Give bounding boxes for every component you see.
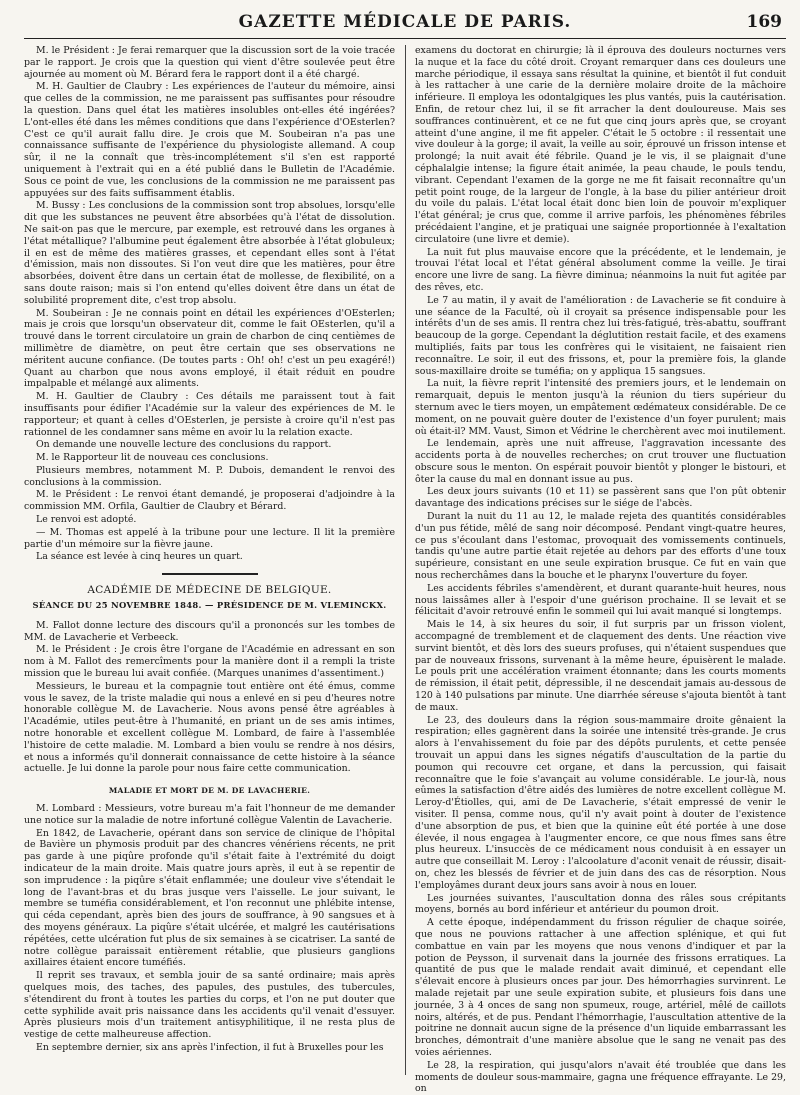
paragraph: M. Bussy : Les conclusions de la commission sont trop absolues, lorsqu'elle dit que les substances ne peuvent être absorbées qu'à l'état de dissolution. Ne sait-on pas que le mercure, par exemple, est retrouvé dans les organes à l'état métallique? l'albumine peut également être absorbée à l'état globuleux; il en est de même des matières grasses, et cependant elles sont à l'état d'émission, mais non dissoutes. Si l'on veut dire que les matières, pour être absorbées, doivent être dans un certain état de mollesse, de flexibilité, on a sans doute raison; mais si l'on entend qu'elles doivent être dans un état de solubilité proprement dite, c'est trop absolu. <box>24 200 395 306</box>
paragraph: Les deux jours suivants (10 et 11) se passèrent sans que l'on pût obtenir davantage des indications précises sur le siége de l'abcès. <box>415 486 786 510</box>
paragraph: Messieurs, le bureau et la compagnie tout entière ont été émus, comme vous le savez, de la triste maladie qui nous a enlevé en si peu d'heures notre honorable collègue M. de Lavacherie. Nous avons pensé être agréables à l'Académie, utiles peut-être à l'humanité, en priant un de ses amis intimes, notre honorable et excellent collègue M. Lombard, de faire à l'assemblée l'histoire de cette maladie. M. Lombard a bien voulu se rendre à nos désirs, et nous a informés qu'il donnerait connaissance de cette histoire à la séance actuelle. Je lui donne la parole pour nous faire cette communication. <box>24 680 395 775</box>
page-number: 169 <box>746 12 782 32</box>
case-history <box>415 45 786 1095</box>
paragraph: M. Soubeiran : Je ne connais point en détail les expériences d'OEsterlen; mais je crois que lorsqu'un observateur dit, comme le fait OEsterlen, qu'il a trouvé dans le torrent circulatoire un grain de charbon de cinq centièmes de millimètre de diamètre, on peut être certain que ses observations ne méritent aucune confiance. (De toutes parts : Oh! oh! c'est un peu exagéré!) Quant au charbon que nous avons employé, il était réduit en poudre impalpable et mélangé aux aliments. <box>24 307 395 390</box>
paragraph: Plusieurs membres, notamment M. P. Dubois, demandent le renvoi des conclusions à la commission. <box>24 464 395 488</box>
proceedings-paris <box>24 45 395 563</box>
paragraph: Le 7 au matin, il y avait de l'amélioration : de Lavacherie se fit conduire à une séance de la Faculté, où il croyait sa présence indispensable pour les intérêts d'un de ses amis. Il rentra chez lui très-fatigué, très-abattu, souffrant beaucoup de la gorge. Cependant la déglutition restait facile, et des examens multipliés, faits par tous les confrères qui le visitaient, ne faisaient rien reconnaître. Le soir, il eut des frissons, et, pour la première fois, la glande sous-maxillaire droite se tuméfia; on y appliqua 15 sangsues. <box>415 294 786 377</box>
page-header <box>24 12 786 39</box>
paragraph: A cette époque, indépendamment du frisson régulier de chaque soirée, que nous ne pouvions rattacher à une affection splénique, et qui fut combattue en vain par les moyens que nous venons d'indiquer et par la potion de Peysson, il survenait dans la journée des frissons erratiques. La quantité de pus que le malade rendait avait diminué, et cependant elle s'élevait encore à plusieurs onces par jour. Des hémorrhagies survinrent. Le malade rejetait par une seule expiration subite, et plusieurs fois dans une journée, 3 à 4 onces de sang non spumeux, rouge, artériel, mêlé de caillots noirs, altérés, et de pus. Pendant l'hémorrhagie, l'auscultation attentive de la poitrine ne donnait aucun signe de la présence d'un liquide embarrassant les bronches, démontrait d'une manière absolue que le sang ne venait pas des voies aériennes. <box>415 917 786 1058</box>
paragraph: M. le Rapporteur lit de nouveau ces conclusions. <box>36 452 269 464</box>
paragraph: On demande une nouvelle lecture des conclusions du rapport. <box>36 439 332 451</box>
paragraph: Le renvoi est adopté. <box>36 514 137 526</box>
paragraph: M. le Président : Je ferai remarquer que la discussion sort de la voie tracée par le rapport. Je crois que la question qui vient d'être soulevée peut être ajournée au moment où M. Bérard fera le rapport dont il a été chargé. <box>24 45 395 80</box>
text-columns <box>24 45 786 1095</box>
paragraph: M. le Président : Je crois être l'organe de l'Académie en adressant en son nom à M. Fallot des remercîments pour la manière dont il a rempli la triste mission que le bureau lui avait confiée. (Marques unanimes d'assentiment.) <box>24 644 395 680</box>
right-column <box>405 45 786 1095</box>
paragraph: La nuit fut plus mauvaise encore que la précédente, et le lendemain, je trouvai l'état local et l'état général absolument comme la veille. Je tirai encore une livre de sang. La fièvre diminua; néanmoins la nuit fut agitée par des rêves, etc. <box>415 246 786 293</box>
paragraph: En 1842, de Lavacherie, opérant dans son service de clinique de l'hôpital de Bavière un phymosis produit par des chancres vénériens récents, ne prit pas garde à une piqûre profonde qu'il s'était faite à l'extrémité du doigt indicateur de la main droite. Mais quatre jours après, il eut à se repentir de son imprudence : la piqûre s'était enflammée; une douleur vive s'étendait le long de l'avant-bras et du bras jusque vers l'aisselle. Le jour suivant, le membre se tuméfia considérablement, et l'on reconnut une phlébite intense, qui céda cependant, après bien des jours de souffrance, à 90 sangsues et à des moyens généraux. La piqûre s'était ulcérée, et malgré les cautérisations répétées, cette ulcération fut plus de six semaines à se cicatriser. La santé de notre collègue paraissait entièrement rétablie, que plusieurs ganglions axillaires étaient encore tuméfiés. <box>24 827 395 969</box>
paragraph: M. Fallot donne lecture des discours qu'il a prononcés sur les tombes de MM. de Lavacherie et Verbeeck. <box>24 619 395 643</box>
left-column <box>24 45 395 1075</box>
paragraph: Le 23, des douleurs dans la région sous-mammaire droite gênaient la respiration; elles gagnèrent dans la soirée une intensité très-grande. Je crus alors à l'envahissement du foie par des dépôts purulents, et cette pensée trouvait un appui dans les signes négatifs d'auscultation de la partie du poumon qui recouvre cet organe, et dans la percussion, qui faisait reconnaître que le foie s'avançait au volume considérable. Le jour-là, nous eûmes la satisfaction d'être aidés des lumières de notre excellent collègue M. Leroy-d'Étiolles, qui, ami de De Lavacherie, s'était empressé de venir le visiter. Il pensa, comme nous, qu'il n'y avait point à douter de l'existence d'une absorption de pus, et bien que la quinine eût été portée à une dose élevée, il nous engagea à l'augmenter encore, ce que nous fîmes sans être plus heureux. L'insuccès de ce médicament nous conduisit à en essayer un autre que conseillait M. Leroy : l'alcoolature d'aconit venait de réussir, disait-on, chez les blessés de février et de juin dans des cas de résorption. Nous l'employâmes durant deux jours sans avoir à nous en louer. <box>415 714 786 891</box>
session-heading: SÉANCE DU 25 NOVEMBRE 1848. — PRÉSIDENCE DE M. VLEMINCKX. <box>32 600 387 611</box>
paragraph: M. Lombard : Messieurs, votre bureau m'a fait l'honneur de me demander une notice sur la maladie de notre infortuné collègue Valentin de Lavacherie. <box>24 803 395 826</box>
article-subtitle: MALADIE ET MORT DE M. DE LAVACHERIE. <box>108 786 311 796</box>
paragraph: M. H. Gaultier de Claubry : Les expériences de l'auteur du mémoire, ainsi que celles de la commission, ne me paraissent pas suffisantes pour résoudre la question. Dans quel état les matières insolubles ont-elles été ingérées? L'ont-elles été dans les mêmes conditions que dans l'expérience d'OEsterlen? C'est ce qu'il aurait fallu dire. Je crois que M. Soubeiran n'a pas une connaissance suffisante de l'expérience du physiologiste allemand. A coup sûr, il ne la connaît que très-incomplétement s'il s'en est rapporté uniquement à l'extrait qui en a été publié dans le Bulletin de l'Académie. Sous ce point de vue, les conclusions de la commission ne me paraissent pas appuyées sur des faits suffisamment établis. <box>24 81 395 199</box>
paragraph: La séance est levée à cinq heures un quart. <box>36 551 243 563</box>
paragraph: Les journées suivantes, l'auscultation donna des râles sous crépitants moyens, bornés au bord inférieur et antérieur du poumon droit. <box>415 892 786 916</box>
journal-title: GAZETTE MÉDICALE DE PARIS. <box>238 12 572 32</box>
proceedings-belgium <box>24 620 395 775</box>
paragraph: M. le Président : Le renvoi étant demandé, je proposerai d'adjoindre à la commission MM. Orfila, Gaultier de Claubry et Bérard. <box>24 489 395 513</box>
lombard-notice <box>24 803 395 1054</box>
paragraph: Il reprit ses travaux, et sembla jouir de sa santé ordinaire; mais après quelques mois, des taches, des papules, des pustules, des tubercules, s'étendirent du front à toutes les parties du corps, et l'on ne put douter que cette syphilide avait pris naissance dans les accidents qu'il venait d'essuyer. Après plusieurs mois d'un traitement antisyphilitique, il ne resta plus de vestige de cette malheureuse affection. <box>24 970 395 1041</box>
paragraph: — M. Thomas est appelé à la tribune pour une lecture. Il lit la première partie d'un mémoire sur la fièvre jaune. <box>24 526 395 550</box>
paragraph: examens du doctorat en chirurgie; là il éprouva des douleurs nocturnes vers la nuque et la face du côté droit. Croyant remarquer dans ces douleurs une marche périodique, il essaya sans résultat la quinine, et bientôt il fut conduit à les rattacher à une carie de la dernière molaire droite de la mâchoire inférieure. Il employa les odontalgiques les plus vantés, puis la cautérisation. Enfin, de retour chez lui, il se fit arracher la dent douloureuse. Mais ses souffrances continuèrent, et ce ne fut que cinq jours après que, se croyant atteint d'une angine, il me fit appeler. C'était le 5 octobre : il ressentait une vive douleur à la gorge; il avait, la veille au soir, éprouvé un frisson intense et prolongé; la nuit avait été fébrile. Quand je le vis, il se plaignait d'une céphalalgie intense; la figure était animée, la peau chaude, le pouls tendu, vibrant. Cependant l'examen de la gorge ne me fit faisait reconnaître qu'un petit point rouge, de la largeur de l'ongle, à la base du pilier antérieur droit du voile du palais. L'état local était donc bien loin de pouvoir m'expliquer l'état général; je crus que, comme il arrive parfois, les phénomènes fébriles précédaient l'angine, et je pratiquai une saignée proportionnée à l'exaltation circulatoire (une livre et demie). <box>415 45 786 245</box>
paragraph: Le lendemain, après une nuit affreuse, l'aggravation incessante des accidents porta à de nouvelles recherches; on crut trouver une fluctuation obscure sous le menton. On espérait pouvoir bientôt y plonger le bistouri, et ôter la cause du mal en donnant issue au pus. <box>415 438 786 485</box>
section-title: ACADÉMIE DE MÉDECINE DE BELGIQUE. <box>87 584 332 597</box>
section-divider <box>162 573 258 575</box>
paragraph: La nuit, la fièvre reprit l'intensité des premiers jours, et le lendemain on remarquait, depuis le menton jusqu'à la réunion du tiers supérieur du sternum avec le tiers moyen, un empâtement œdémateux considérable. De ce moment, on ne pouvait guère douter de l'existence d'un foyer purulent; mais où était-il? MM. Vaust, Simon et Védrine le cherchèrent avec moi inutilement. <box>415 378 786 437</box>
paragraph: En septembre dernier, six ans après l'infection, il fut à Bruxelles pour les <box>36 1041 384 1053</box>
paragraph: Les accidents fébriles s'amendèrent, et durant quarante-huit heures, nous nous laissâmes aller à l'espoir d'une guérison prochaine. Il se levait et se félicitait d'avoir retrouvé enfin le sommeil qui lui avait manqué si longtemps. <box>415 582 786 618</box>
paragraph: Durant la nuit du 11 au 12, le malade rejeta des quantités considérables d'un pus fétide, mêlé de sang noir décomposé. Pendant vingt-quatre heures, ce pus s'écoulant dans l'estomac, provoquait des vomissements continuels, tandis qu'une autre partie était rejetée au dehors par des efforts d'une toux supérieure, consistant en une seule expiration brusque. Ce fut en vain que nous recherchâmes dans la bouche et le pharynx l'ouverture du foyer. <box>415 511 786 582</box>
paragraph: Le 28, la respiration, qui jusqu'alors n'avait été troublée que dans les moments de douleur sous-mammaire, gagna une fréquence effrayante. Le 29, on <box>415 1059 786 1095</box>
paragraph: Mais le 14, à six heures du soir, il fut surpris par un frisson violent, accompagné de tremblement et de claquement des dents. Une réaction vive survint bientôt, et dès lors des sueurs profuses, qui n'étaient suspendues que par de nouveaux frissons, survenant à la même heure, épuisèrent le malade. Le pouls prit une accélération vraiment étonnante; dans les courts moments de rémission, il était petit, dépressible, il ne descendait jamais au-dessous de 120 à 140 pulsations par minute. Une diarrhée séreuse s'ajouta bientôt à tant de maux. <box>415 619 786 713</box>
paragraph: M. H. Gaultier de Claubry : Ces détails me paraissent tout à fait insuffisants pour édifier l'Académie sur la valeur des expériences de M. le rapporteur; et quant à celles d'OEsterlen, je persiste à croire qu'il n'est pas rationnel de les condamner sans même en avoir lu la relation exacte. <box>24 391 395 438</box>
